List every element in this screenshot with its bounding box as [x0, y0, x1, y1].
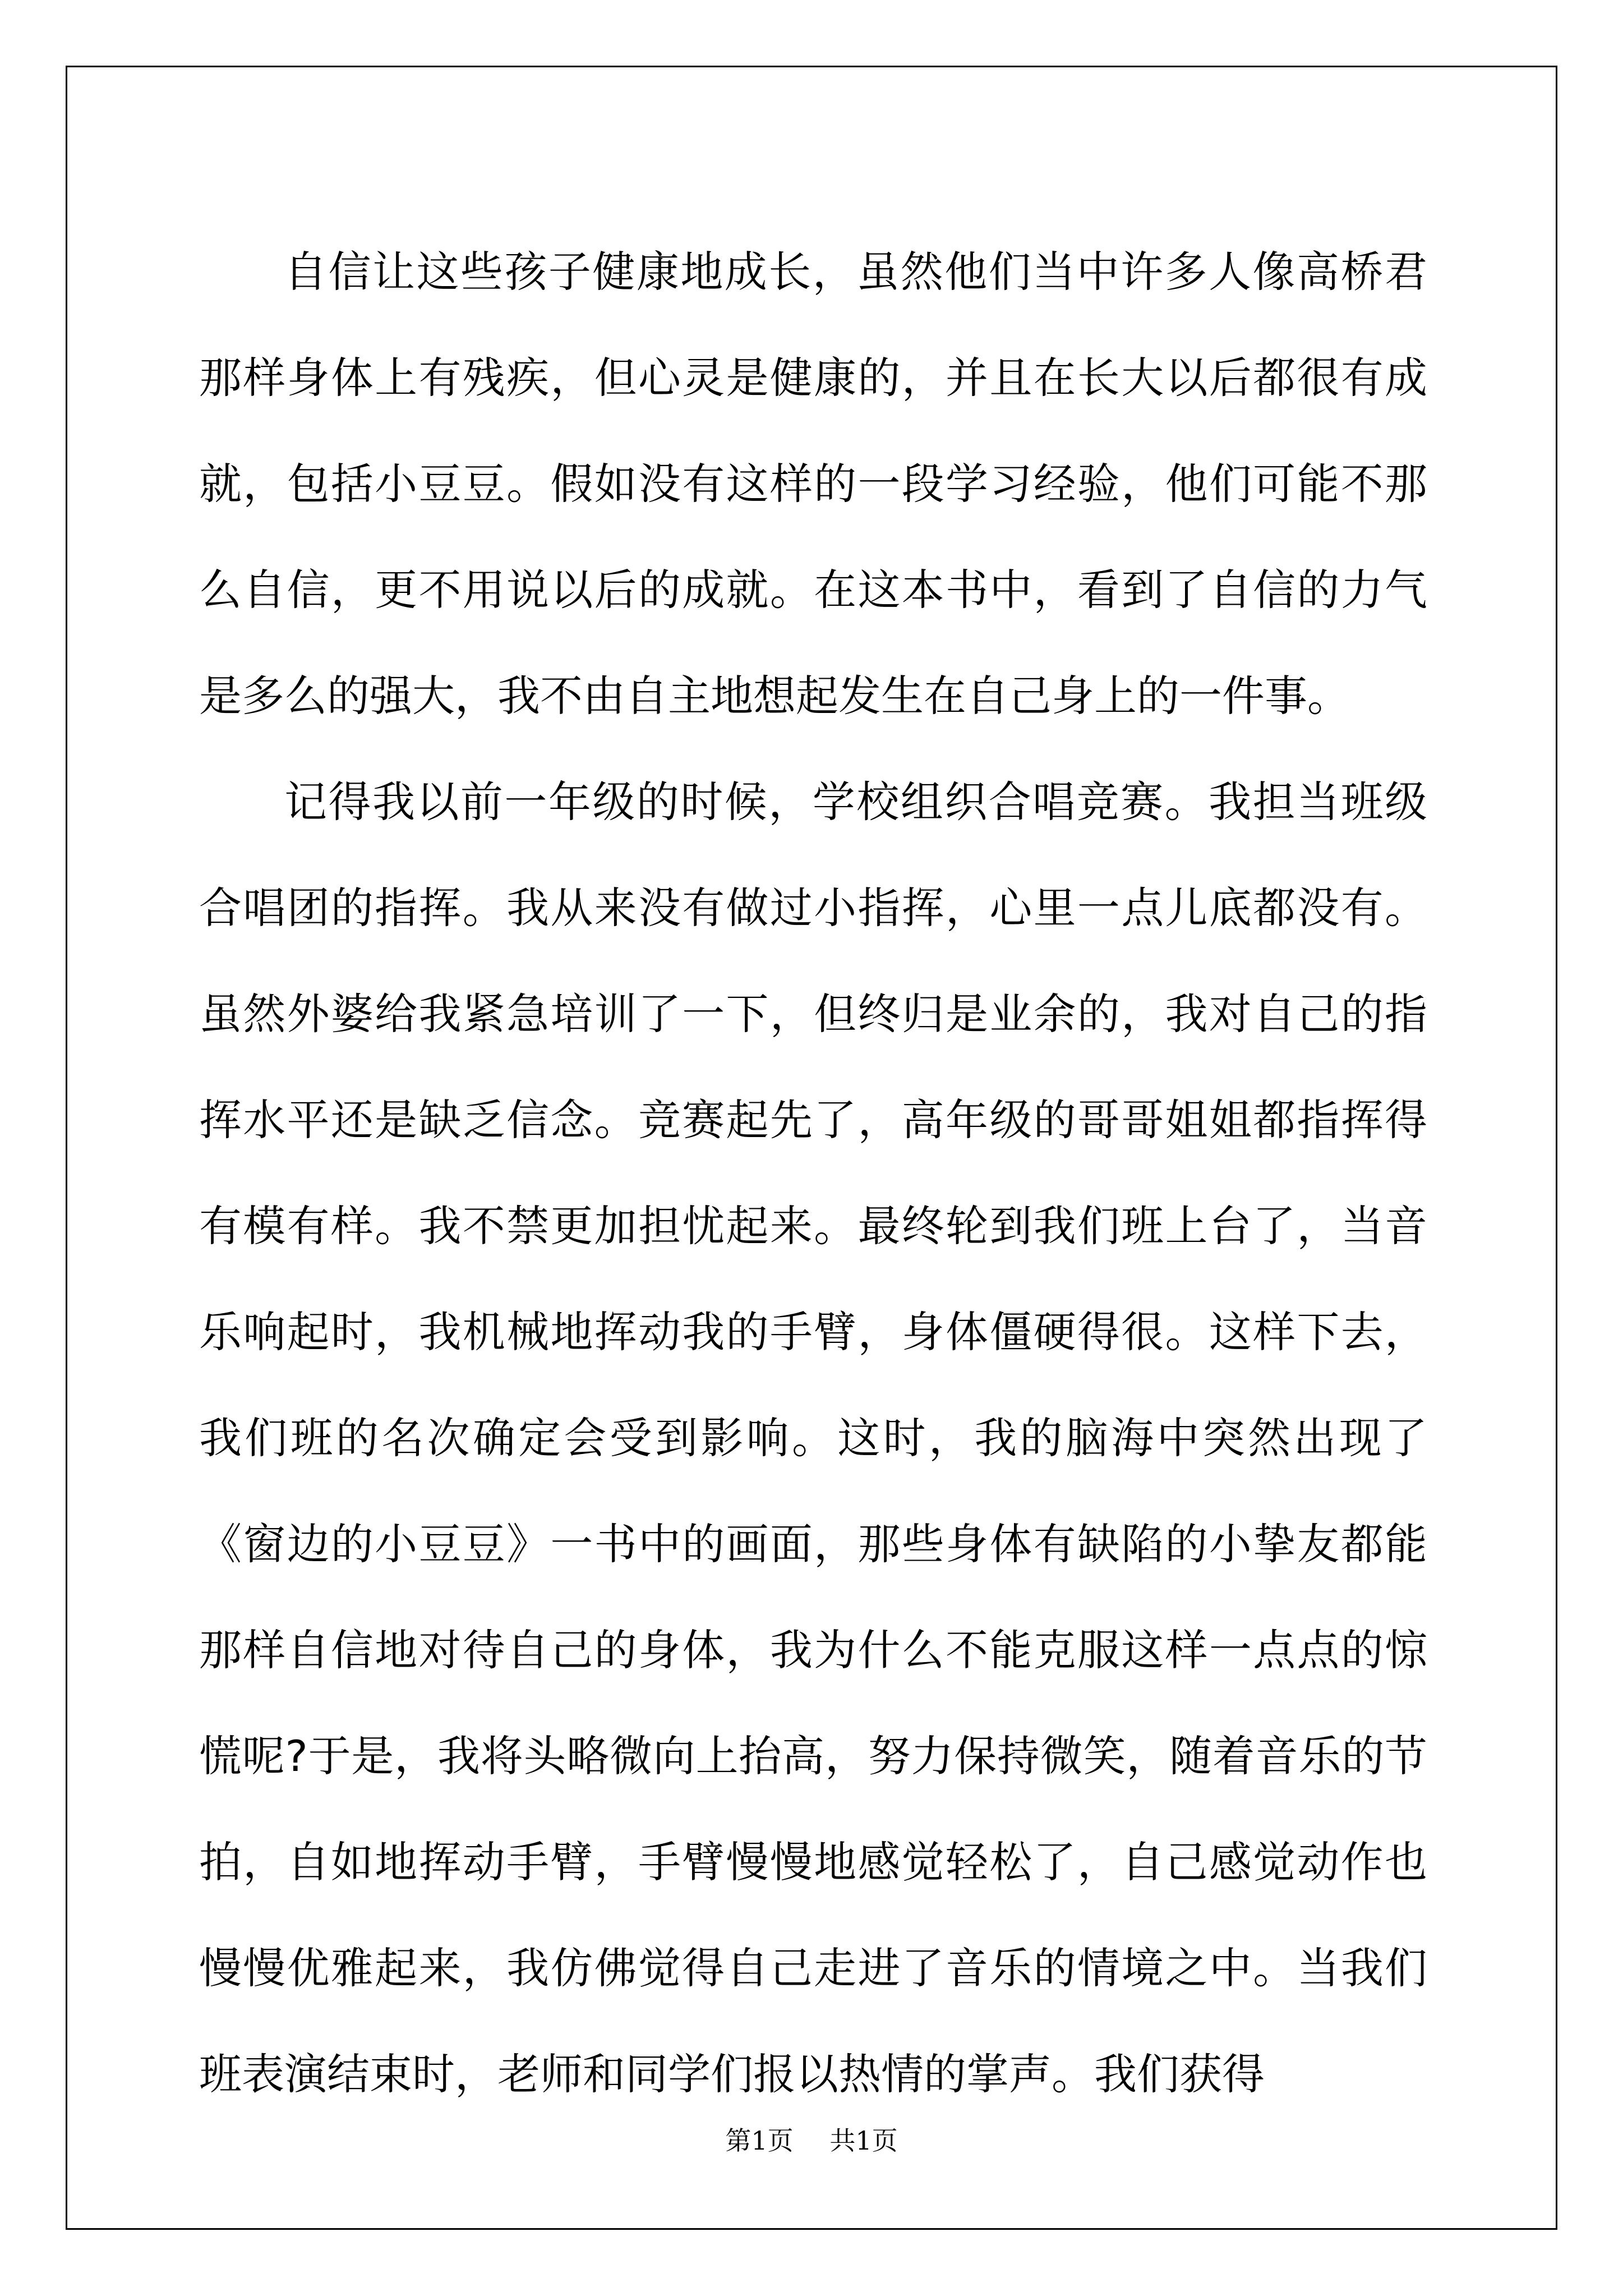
page-footer [0, 2120, 1623, 2157]
page-number-total: 共1页 [829, 2125, 898, 2156]
page-number-current: 第1页 [725, 2125, 794, 2156]
paragraph-1: 自信让这些孩子健康地成长，虽然他们当中许多人像高桥君那样身体上有残疾，但心灵是健康的，并且在长大以后都很有成就，包括小豆豆。假如没有这样的一段学习经验，他们可能不那么自信，更不用说以后的成就。在这本书中，看到了自信的力气是多么的强大，我不由自主地想起发生在自己身上的一件事。 [199, 247, 1427, 721]
paragraph-2: 记得我以前一年级的时候，学校组织合唱竞赛。我担当班级合唱团的指挥。我从来没有做过小指挥，心里一点儿底都没有。虽然外婆给我紧急培训了一下，但终归是业余的，我对自己的指挥水平还是缺乏信念。竞赛起先了，高年级的哥哥姐姐都指挥得有模有样。我不禁更加担忧起来。最终轮到我们班上台了，当音乐响起时，我机械地挥动我的手臂，身体僵硬得很。这样下去，我们班的名次确定会受到影响。这时，我的脑海中突然出现了《窗边的小豆豆》一书中的画面，那些身体有缺陷的小挚友都能那样自信地对待自己的身体，我为什么不能克服这样一点点的惊慌呢?于是，我将头略微向上抬高，努力保持微笑，随着音乐的节拍，自如地挥动手臂，手臂慢慢地感觉轻松了，自己感觉动作也慢慢优雅起来，我仿佛觉得自己走进了音乐的情境之中。当我们班表演结束时，老师和同学们报以热情的掌声。我们获得 [199, 777, 1427, 2099]
document-body [199, 219, 1427, 2127]
